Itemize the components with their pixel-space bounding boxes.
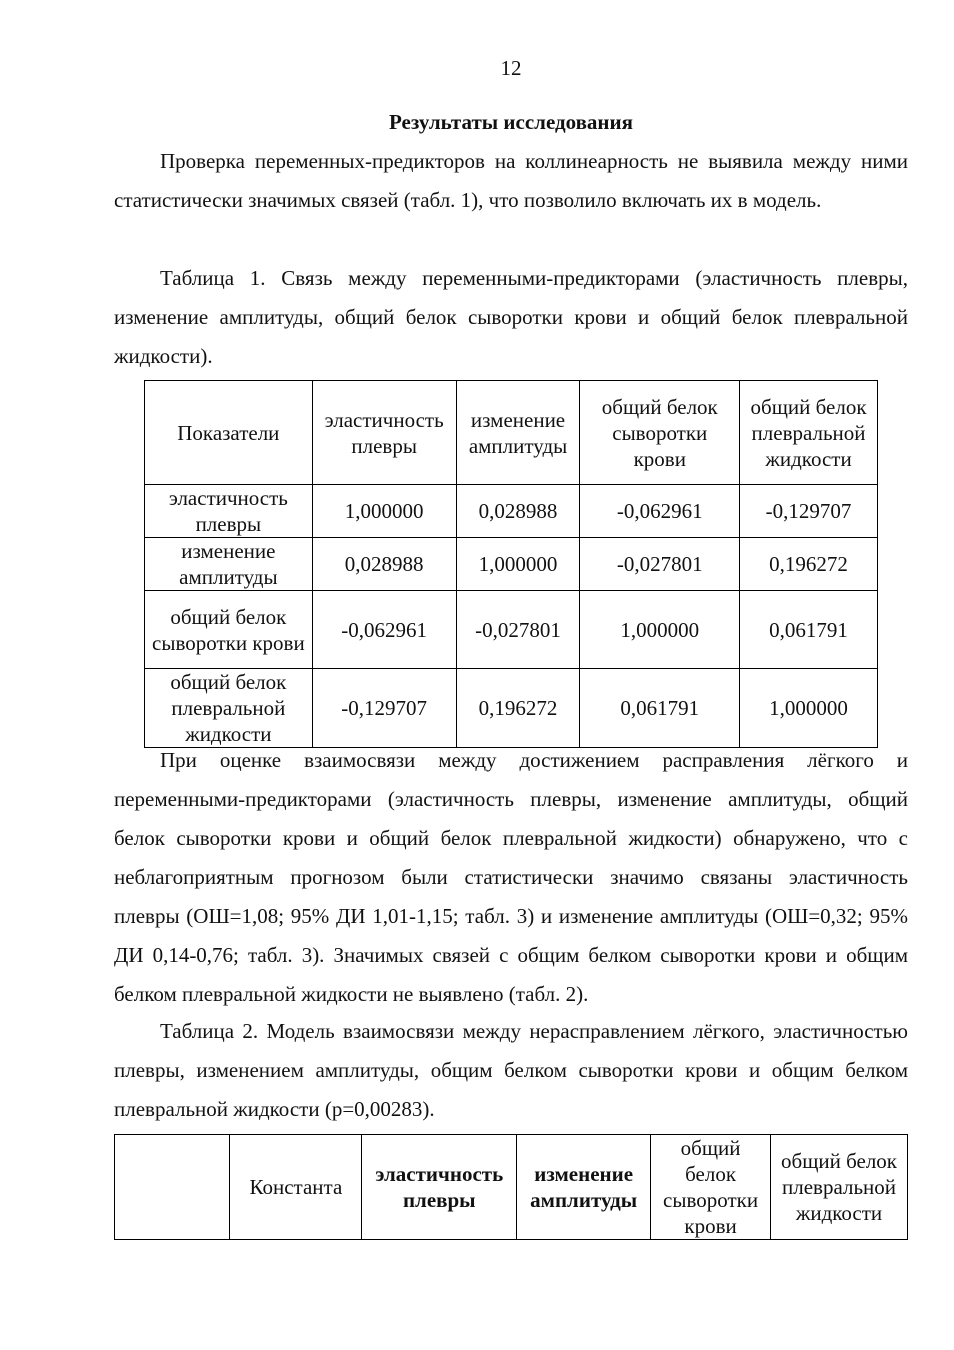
table-header-cell [115,1135,230,1240]
table1-caption: Таблица 1. Связь между переменными-предикторами (эластичность плевры, изменение амплитуды, общий белок сыворотки крови и общий белок плевральной жидкости). [114,266,908,368]
table-header-row [115,1135,908,1240]
correlation-table [144,380,878,748]
table-row [145,591,878,669]
table-header-cell: эластичность плевры [312,381,456,485]
model-table [114,1134,908,1240]
table-header-cell: Константа [230,1135,362,1240]
table-cell: 0,061791 [740,591,878,669]
page-number: 12 [500,56,522,80]
table-header-cell: эластичность плевры [362,1135,517,1240]
section-heading: Результаты исследования [389,110,633,134]
row-label: изменение амплитуды [145,538,313,591]
table-header-cell: изменение амплитуды [517,1135,651,1240]
table-cell: 1,000000 [580,591,740,669]
table-header-cell: Показатели [145,381,313,485]
table-cell: 1,000000 [740,669,878,748]
table-header-row [145,381,878,485]
table-cell: 1,000000 [456,538,580,591]
table-header-cell: общий белок сыворотки крови [580,381,740,485]
table-cell: -0,062961 [312,591,456,669]
table-cell: 0,061791 [580,669,740,748]
table-header-cell: изменение амплитуды [456,381,580,485]
table2-caption: Таблица 2. Модель взаимосвязи между нерасправлением лёгкого, эластичностью плевры, изменением амплитуды, общим белком сыворотки крови и общим белком плевральной жидкости (p=0,00283). [114,1019,908,1121]
table-row [145,485,878,538]
paragraph-collinearity: Проверка переменных-предикторов на коллинеарность не выявила между ними статистически значимых связей (табл. 1), что позволило включать их в модель. [114,149,908,212]
table-cell: 0,028988 [312,538,456,591]
table-cell: 0,196272 [740,538,878,591]
table-cell: -0,027801 [456,591,580,669]
row-label: общий белок сыворотки крови [145,591,313,669]
table-cell: -0,129707 [740,485,878,538]
table-header-cell: общий белок плевральной жидкости [740,381,878,485]
paragraph-results: При оценке взаимосвязи между достижением расправления лёгкого и переменными-предикторами (эластичность плевры, изменение амплитуды, общий белок сыворотки крови и общий белок плевральной жидкости) обнаружено, что с неблагоприятным прогнозом были статистически значимо связаны эластичность плевры (ОШ=1,08; 95% ДИ 1,01-1,15; табл. 3) и изменение амплитуды (ОШ=0,32; 95% ДИ 0,14-0,76; табл. 3). Значимых связей с общим белком сыворотки крови и общим белком плевральной жидкости не выявлено (табл. 2). [114,748,908,1006]
table-cell: 0,028988 [456,485,580,538]
row-label: общий белок плевральной жидкости [145,669,313,748]
table-header-cell: общий белок сыворотки крови [651,1135,771,1240]
table-cell: -0,129707 [312,669,456,748]
table-cell: 1,000000 [312,485,456,538]
table-cell: -0,062961 [580,485,740,538]
table-header-cell: общий белок плевральной жидкости [771,1135,908,1240]
table-row [145,669,878,748]
table-row [145,538,878,591]
table-cell: 0,196272 [456,669,580,748]
table-cell: -0,027801 [580,538,740,591]
row-label: эластичность плевры [145,485,313,538]
